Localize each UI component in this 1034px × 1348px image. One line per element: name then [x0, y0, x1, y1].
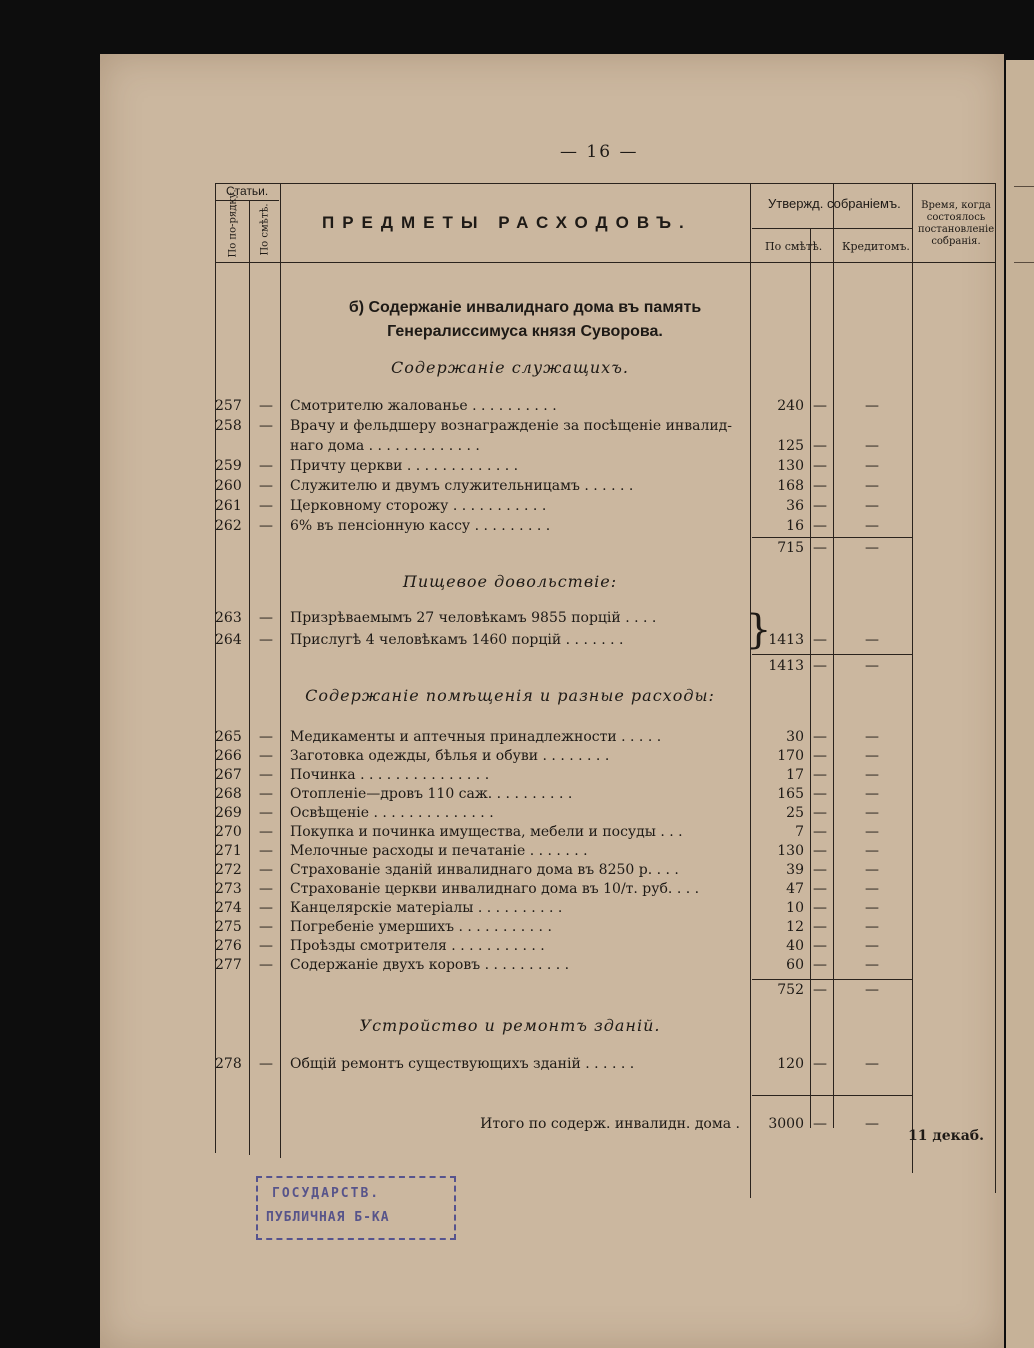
row-credit: — — [865, 919, 879, 935]
row-credit: — — [865, 881, 879, 897]
row-amount: 125 — [777, 438, 804, 454]
row-amount: 165 — [777, 786, 804, 802]
stamp-line-2: ПУБЛИЧНАЯ Б-КА — [266, 1210, 390, 1225]
row-amount: 168 — [777, 478, 804, 494]
row-dash-kopecks: — — [813, 786, 827, 802]
row-dash: — — [259, 767, 273, 783]
header-po-smete: По смѣтѣ. — [259, 203, 271, 256]
row-dash: — — [259, 938, 273, 954]
row-dash: — — [259, 610, 273, 626]
row-description: Починка . . . . . . . . . . . . . . . — [290, 767, 490, 783]
table-row — [0, 917, 1034, 937]
row-amount: 240 — [777, 398, 804, 414]
header-po-smete-col: По смѣтѣ. — [765, 240, 823, 253]
group-title: Устройство и ремонтъ зданій. — [359, 1016, 661, 1035]
row-dash: — — [259, 458, 273, 474]
column-rule — [249, 200, 250, 1155]
subtotal-amount: 715 — [777, 540, 804, 556]
row-description: Содержаніе двухъ коровъ . . . . . . . . . . — [290, 957, 570, 973]
row-amount: 16 — [786, 518, 804, 534]
row-dash: — — [259, 1056, 273, 1072]
row-dash: — — [259, 786, 273, 802]
row-dash-kopecks: — — [813, 478, 827, 494]
row-amount: 170 — [777, 748, 804, 764]
edge-line — [1014, 186, 1034, 187]
row-amount: 12 — [786, 919, 804, 935]
row-dash-kopecks: — — [813, 498, 827, 514]
table-row — [0, 496, 1034, 516]
header-po-poryadku: По по-рядку. — [227, 189, 239, 258]
row-credit: — — [865, 729, 879, 745]
row-dash: — — [259, 632, 273, 648]
row-credit: — — [865, 438, 879, 454]
row-dash-kopecks: — — [813, 843, 827, 859]
row-dash-kopecks: — — [813, 398, 827, 414]
header-bottom-rule — [215, 262, 995, 263]
grand-total-dash: — — [813, 1116, 827, 1132]
row-amount: 10 — [786, 900, 804, 916]
row-description: Смотрителю жалованье . . . . . . . . . . — [290, 398, 557, 414]
table-row — [0, 456, 1034, 476]
table-row — [0, 436, 1034, 456]
row-amount: 36 — [786, 498, 804, 514]
row-description: Призрѣваемымъ 27 человѣкамъ 9855 порцій . . . . — [290, 610, 657, 626]
row-dash-kopecks: — — [813, 862, 827, 878]
row-amount: 40 — [786, 938, 804, 954]
row-amount: 130 — [777, 458, 804, 474]
row-amount: 30 — [786, 729, 804, 745]
row-number: 269 — [215, 805, 242, 821]
row-dash: — — [259, 881, 273, 897]
row-dash-kopecks: — — [813, 900, 827, 916]
row-number: 263 — [215, 610, 242, 626]
row-dash-kopecks: — — [813, 767, 827, 783]
grand-total-amount: 3000 — [768, 1116, 804, 1132]
row-dash: — — [259, 478, 273, 494]
row-number: 265 — [215, 729, 242, 745]
row-amount: 130 — [777, 843, 804, 859]
row-number: 278 — [215, 1056, 242, 1072]
table-row — [0, 727, 1034, 747]
row-number: 262 — [215, 518, 242, 534]
row-description: Причту церкви . . . . . . . . . . . . . — [290, 458, 519, 474]
row-description: Врачу и фельдшеру вознагражденіе за посѣщеніе инвалид- — [290, 418, 733, 434]
library-stamp — [256, 1176, 456, 1240]
row-number: 271 — [215, 843, 242, 859]
row-dash: — — [259, 824, 273, 840]
table-row — [0, 1054, 1034, 1074]
row-dash-kopecks: — — [813, 438, 827, 454]
row-description: Отопленіе—дровъ 110 саж. . . . . . . . . . — [290, 786, 573, 802]
row-credit: — — [865, 767, 879, 783]
subtotal-dash: — — [813, 982, 827, 998]
next-page-edge — [1006, 60, 1034, 1348]
row-dash-kopecks: — — [813, 632, 827, 648]
table-top-rule — [215, 183, 995, 184]
row-dash-kopecks: — — [813, 748, 827, 764]
table-row — [0, 765, 1034, 785]
table-row — [0, 396, 1034, 416]
subtotal-rule — [752, 654, 912, 655]
subtotal-row — [0, 656, 1034, 676]
table-row — [0, 898, 1034, 918]
table-row — [0, 803, 1034, 823]
row-dash-kopecks: — — [813, 919, 827, 935]
row-description: Мелочные расходы и печатаніе . . . . . . . — [290, 843, 588, 859]
row-number: 261 — [215, 498, 242, 514]
row-dash-kopecks: — — [813, 805, 827, 821]
row-description: Канцелярскіе матеріалы . . . . . . . . . . — [290, 900, 563, 916]
row-dash: — — [259, 919, 273, 935]
row-dash-kopecks: — — [813, 458, 827, 474]
row-amount: 17 — [786, 767, 804, 783]
group-title: Содержаніе помѣщенія и разные расходы: — [305, 686, 715, 705]
row-number: 267 — [215, 767, 242, 783]
row-description: Церковному сторожу . . . . . . . . . . . — [290, 498, 547, 514]
row-dash-kopecks: — — [813, 938, 827, 954]
table-row — [0, 841, 1034, 861]
row-dash-kopecks: — — [813, 824, 827, 840]
group-title: Пищевое довольствіе: — [402, 572, 618, 591]
row-number: 266 — [215, 748, 242, 764]
total-rule — [752, 1095, 912, 1096]
row-dash-kopecks: — — [813, 881, 827, 897]
subtotal-credit: — — [865, 658, 879, 674]
subtotal-dash: — — [813, 540, 827, 556]
row-dash-kopecks: — — [813, 729, 827, 745]
grand-total-credit: — — [865, 1116, 879, 1132]
row-amount: 60 — [786, 957, 804, 973]
row-dash: — — [259, 862, 273, 878]
row-credit: — — [865, 632, 879, 648]
table-row — [0, 936, 1034, 956]
row-number: 276 — [215, 938, 242, 954]
row-credit: — — [865, 824, 879, 840]
row-credit: — — [865, 1056, 879, 1072]
row-amount: 120 — [777, 1056, 804, 1072]
table-row — [0, 822, 1034, 842]
grand-total-label: Итого по содерж. инвалидн. дома . — [480, 1116, 740, 1132]
row-dash: — — [259, 398, 273, 414]
group-title: Содержаніе служащихъ. — [391, 358, 629, 377]
row-number: 275 — [215, 919, 242, 935]
row-number: 277 — [215, 957, 242, 973]
row-dash: — — [259, 957, 273, 973]
row-dash: — — [259, 748, 273, 764]
table-row — [0, 416, 1034, 436]
row-dash-kopecks: — — [813, 957, 827, 973]
row-credit: — — [865, 900, 879, 916]
row-description: Заготовка одежды, бѣлья и обуви . . . . . . . . — [290, 748, 610, 764]
row-description: 6% въ пенсіонную кассу . . . . . . . . . — [290, 518, 551, 534]
row-credit: — — [865, 862, 879, 878]
row-credit: — — [865, 938, 879, 954]
row-amount: 7 — [795, 824, 804, 840]
row-description: Медикаменты и аптечныя принадлежности . . . . . — [290, 729, 662, 745]
table-row — [0, 746, 1034, 766]
row-dash: — — [259, 418, 273, 434]
row-number: 274 — [215, 900, 242, 916]
row-credit: — — [865, 478, 879, 494]
column-rule — [912, 183, 913, 1173]
row-dash-kopecks: — — [813, 1056, 827, 1072]
subtotal-row — [0, 980, 1034, 1000]
row-description: Покупка и починка имущества, мебели и посуды . . . — [290, 824, 683, 840]
subtotal-amount: 752 — [777, 982, 804, 998]
subtotal-credit: — — [865, 540, 879, 556]
header-statyi: Статьи. — [226, 184, 269, 198]
table-row — [0, 608, 1034, 628]
table-row — [0, 630, 1034, 650]
table-row — [0, 955, 1034, 975]
row-credit: — — [865, 957, 879, 973]
stamp-line-1: ГОСУДАРСТВ. — [272, 1186, 381, 1201]
row-credit: — — [865, 786, 879, 802]
row-credit: — — [865, 518, 879, 534]
row-number: 258 — [215, 418, 242, 434]
row-number: 270 — [215, 824, 242, 840]
row-dash: — — [259, 805, 273, 821]
table-row — [0, 784, 1034, 804]
row-dash-kopecks: — — [813, 518, 827, 534]
subtotal-dash: — — [813, 658, 827, 674]
row-amount: 39 — [786, 862, 804, 878]
row-description: Общій ремонтъ существующихъ зданій . . . . . . — [290, 1056, 635, 1072]
row-description: Прислугѣ 4 человѣкамъ 1460 порцій . . . . . . . — [290, 632, 624, 648]
header-kreditom: Кредитомъ. — [842, 240, 910, 253]
row-description: Страхованіе зданій инвалиднаго дома въ 8250 р. . . . — [290, 862, 679, 878]
row-description: Погребеніе умершихъ . . . . . . . . . . . — [290, 919, 552, 935]
brace-mark: } — [746, 607, 772, 653]
table-row — [0, 476, 1034, 496]
row-number: 260 — [215, 478, 242, 494]
header-predmety: ПРЕДМЕТЫ РАСХОДОВЪ. — [322, 213, 692, 232]
table-row — [0, 879, 1034, 899]
row-number: 259 — [215, 458, 242, 474]
row-dash: — — [259, 900, 273, 916]
row-dash: — — [259, 729, 273, 745]
row-number: 268 — [215, 786, 242, 802]
row-amount: 25 — [786, 805, 804, 821]
row-credit: — — [865, 843, 879, 859]
resolution-date: 11 декаб. — [908, 1128, 984, 1144]
row-amount: 47 — [786, 881, 804, 897]
table-row — [0, 516, 1034, 536]
row-description: Служителю и двумъ служительницамъ . . . . . . — [290, 478, 634, 494]
row-description: наго дома . . . . . . . . . . . . . — [290, 438, 480, 454]
table-row — [0, 860, 1034, 880]
grand-total-row — [0, 1114, 1034, 1144]
row-amount: 1413 — [768, 632, 804, 648]
header-vremya: Время, когда состоялось постановленіе собранія. — [918, 200, 995, 247]
page-number: — 16 — — [560, 142, 639, 162]
row-credit: — — [865, 398, 879, 414]
row-description: Освѣщеніе . . . . . . . . . . . . . . — [290, 805, 494, 821]
row-number: 272 — [215, 862, 242, 878]
row-dash: — — [259, 843, 273, 859]
header-utverzhd: Утвержд. собраніемъ. — [768, 196, 901, 211]
row-credit: — — [865, 748, 879, 764]
header-rule — [752, 228, 912, 229]
row-dash: — — [259, 498, 273, 514]
section-title: б) Содержаніе инвалиднаго дома въ память Генералиссимуса князя Суворова. — [348, 299, 702, 340]
subtotal-amount: 1413 — [768, 658, 804, 674]
row-credit: — — [865, 498, 879, 514]
subtotal-credit: — — [865, 982, 879, 998]
row-number: 273 — [215, 881, 242, 897]
row-number: 257 — [215, 398, 242, 414]
row-credit: — — [865, 458, 879, 474]
subtotal-row — [0, 538, 1034, 558]
row-description: Страхованіе церкви инвалиднаго дома въ 10/т. руб. . . . — [290, 881, 700, 897]
row-credit: — — [865, 805, 879, 821]
row-description: Проѣзды смотрителя . . . . . . . . . . . — [290, 938, 545, 954]
edge-line — [1014, 262, 1034, 263]
column-rule — [995, 183, 996, 1193]
row-number: 264 — [215, 632, 242, 648]
row-dash: — — [259, 518, 273, 534]
